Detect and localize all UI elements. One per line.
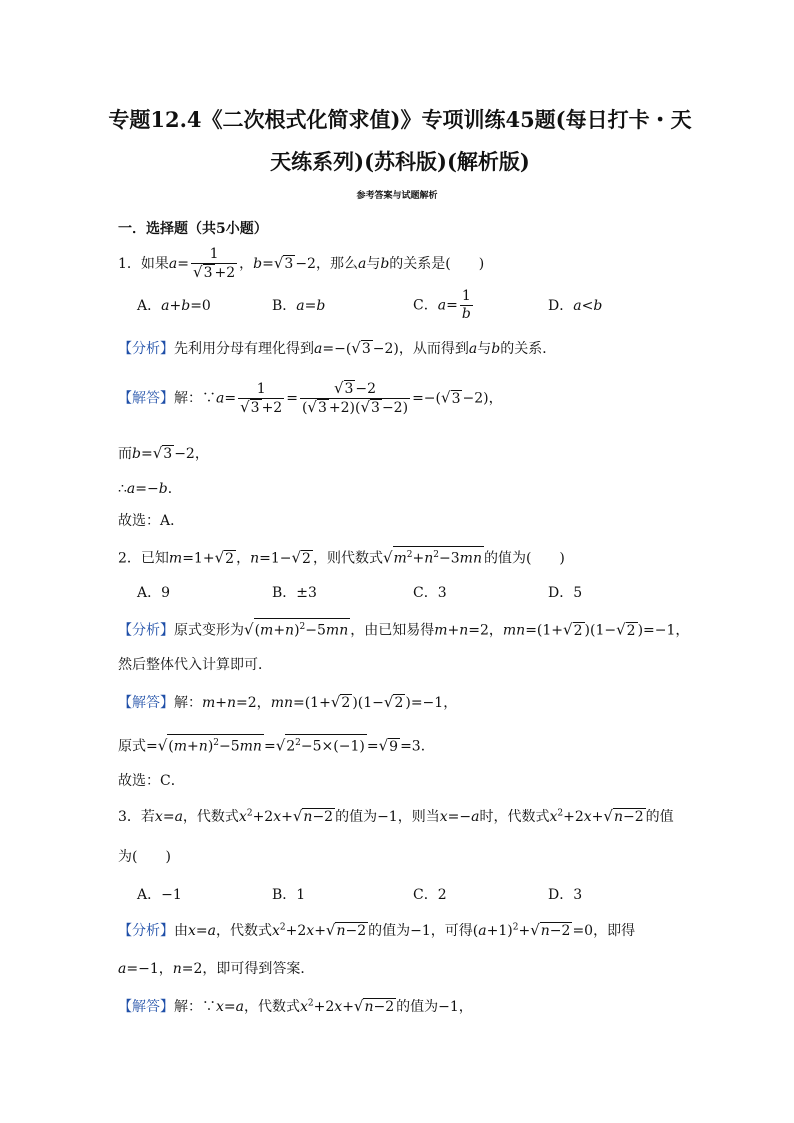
q3-analysis: 【分析】由x=a，代数式$x^2+2x+√n-2$ 的值为−1，可得$(a+1)^2+√n-2 =0$，即得 [118,921,636,939]
q1-choice: 故选：A． [118,513,185,529]
q1-option-d: D．a<b [548,298,603,314]
q3-option-d: D．3 [548,887,583,903]
document-title-line1: 专题12.4《二次根式化简求值)》专项训练45题(每日打卡・天 [108,107,692,132]
q1-line-therefore: ∴a=−b． [118,481,182,497]
document-subtitle: 参考答案与试题解析 [356,191,438,201]
q2-analysis: 【分析】原式变形为$√(m+n)^2-5mn$ ，由已知易得m+n=2，mn=(1+√2 )(1−√2 )=−1， [118,618,689,640]
question-2: 2．已知m=1+√2 ，n=1−√2 ，则代数式$√m^2+n^2-3mn$ 的值为( ) [118,546,565,568]
q3-answer: 【解答】解：∵x=a，代数式$x^2+2x+√n-2$ 的值为−1， [118,997,473,1015]
q2-option-c: C．3 [413,585,447,601]
q3-option-c: C．2 [413,887,447,903]
q2-analysis-line2: 然后整体代入计算即可． [118,657,272,673]
q3-option-b: B．1 [272,887,306,903]
question-3: 3．若x=a，代数式$x^2+2x+√n-2$ 的值为−1，则当x=−a时，代数式$x^2+2x+√n-2$ 的值 [118,807,674,825]
section-heading: 一．选择题（共5小题） [118,221,268,237]
q1-analysis: 【分析】先利用分母有理化得到a=−(√3 −2)，从而得到a与b的关系． [118,339,557,357]
document-title-line2: 天练系列)(苏科版)(解析版) [270,149,530,174]
q2-answer: 【解答】解：m+n=2，mn=(1+√2 )(1−√2 )=−1， [118,693,458,711]
q1-option-c: C．a= $\frac{1}{b}$ [413,288,471,322]
question-3-line2: 为( ) [118,849,171,865]
q3-option-a: A．−1 [137,887,182,903]
q1-line-b: 而b=√3 −2， [118,444,209,462]
q2-option-b: B．±3 [272,585,317,601]
q2-yuanshi: 原式$=√(m+n)^2-5mn =√2^2-5\times(-1) =√9 =3$． [118,734,435,756]
q1-option-a: A．a+b=0 [137,298,211,314]
q2-option-a: A．9 [137,585,171,601]
q1-answer: 【解答】解：∵a= $\frac{1}{√3 +2}$ = $\frac{√3 -2}{(√3 +2)(√3 -2)}$ =−(√3 −2)， [118,379,503,416]
q2-option-d: D．5 [548,585,583,601]
q1-option-b: B．a=b [272,298,326,314]
q3-analysis-line2: a=−1，n=2，即可得到答案． [118,961,315,977]
q2-choice: 故选：C． [118,773,185,789]
question-1: 1．如果a= $\frac{1}{√3 +2}$ ，b=√3 −2，那么a与b的关系是( ) [118,246,485,281]
